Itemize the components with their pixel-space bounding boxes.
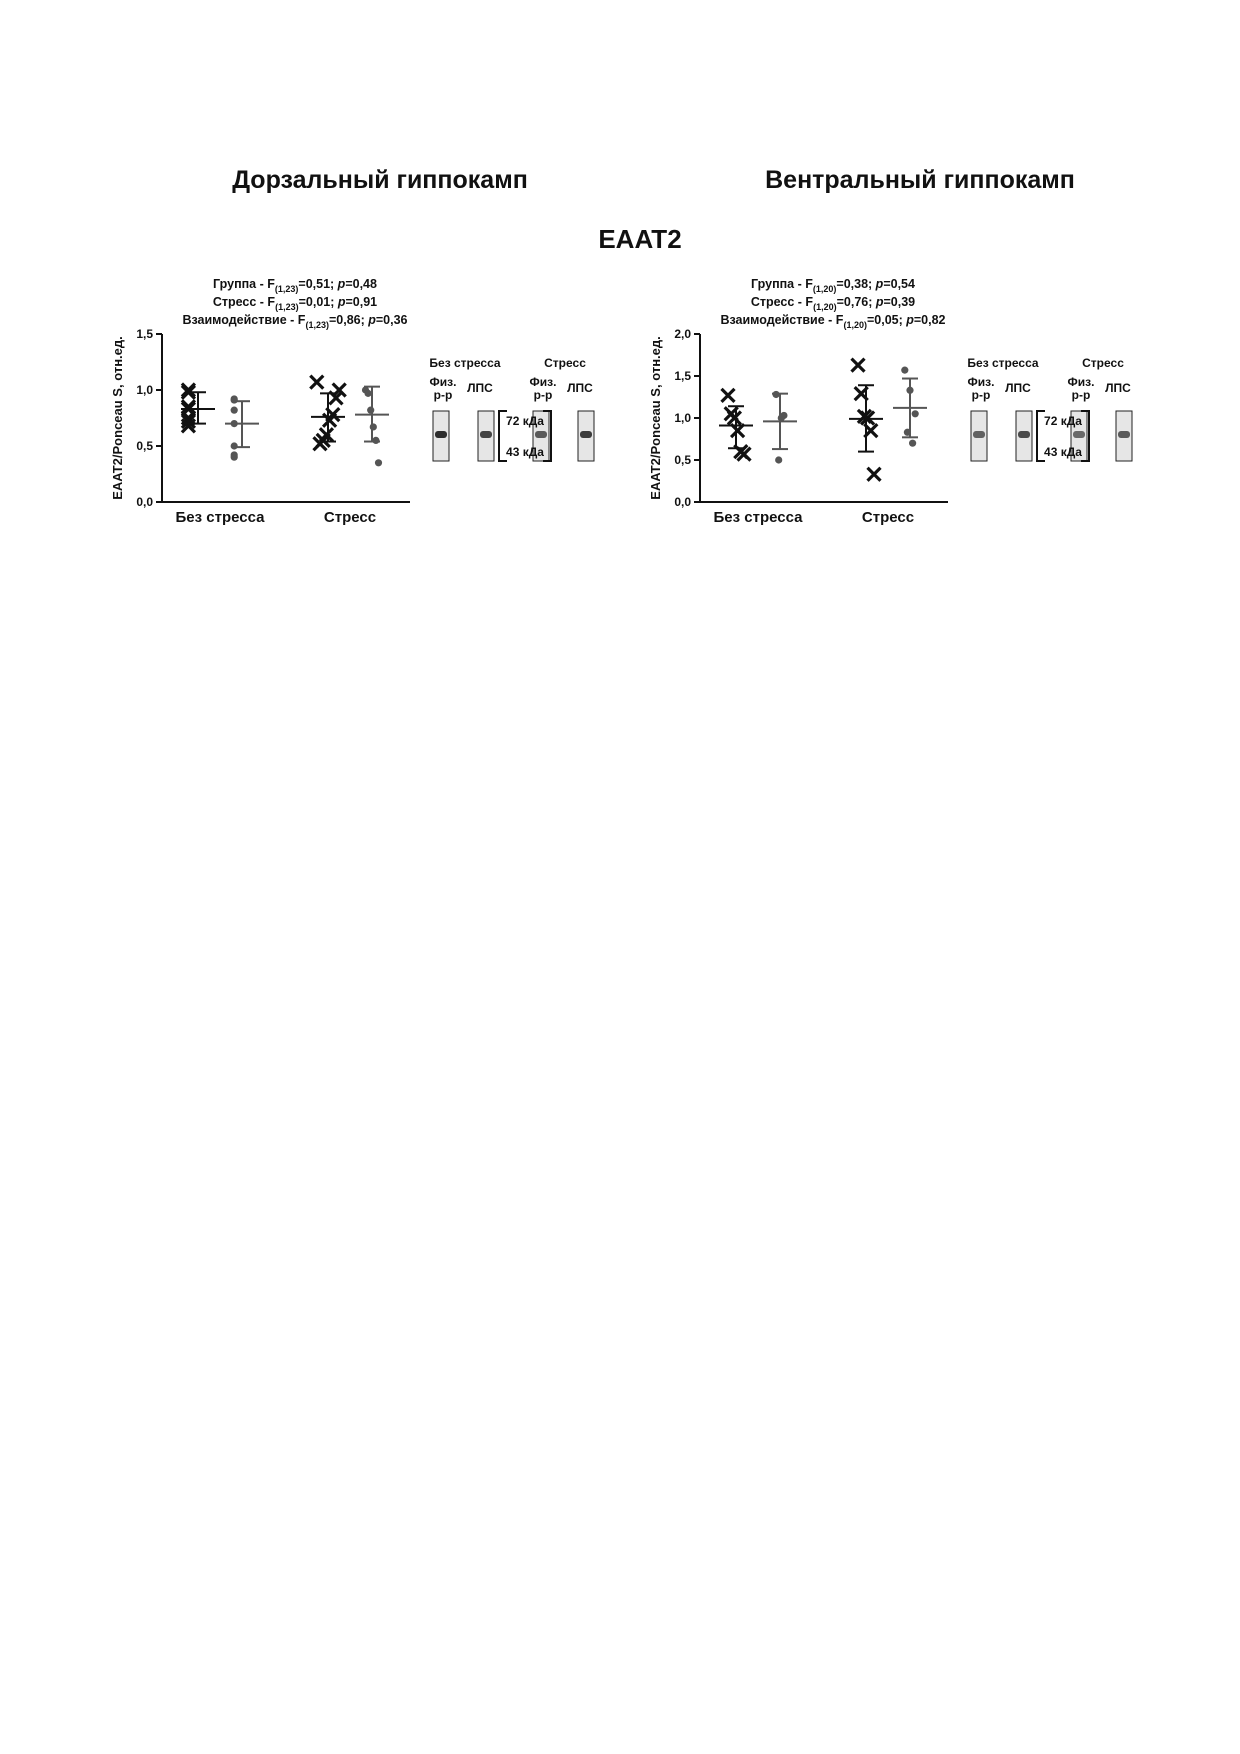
stats-p-symbol: p: [875, 295, 884, 309]
stats-value: =0,51;: [298, 277, 338, 291]
stats-p-symbol: p: [368, 313, 376, 327]
y-axis-label: EAAT2/Ponceau S, отн.ед.: [648, 336, 663, 500]
mw-marker-43: 43 кДа: [1044, 445, 1082, 459]
blot-lane-label: ЛПС: [567, 381, 593, 395]
stats-df: (1,23): [274, 284, 299, 294]
stats-p-symbol: p: [906, 313, 914, 327]
y-tick-label: 1,0: [136, 383, 153, 397]
panel-dorsal: [100, 270, 660, 550]
x-category-label: Без стресса: [713, 509, 803, 526]
y-axis-label: EAAT2/Ponceau S, отн.ед.: [110, 336, 125, 500]
stats-line: [213, 277, 377, 294]
data-point-lps: [775, 456, 782, 463]
blot-lane-label: ЛПС: [1005, 381, 1031, 395]
y-tick-label: 0,0: [674, 495, 691, 509]
blot-band: [1118, 431, 1130, 438]
blot-lane-label: ЛПС: [467, 381, 493, 395]
stats-prefix: Взаимодействие - F: [182, 313, 306, 327]
stats-prefix: Взаимодействие - F: [720, 313, 844, 327]
stats-line: [720, 313, 945, 330]
blot-lane-label: р-р: [1071, 388, 1091, 402]
y-tick-label: 0,5: [674, 453, 691, 467]
data-point-lps: [372, 437, 379, 444]
stats-df: (1,20): [812, 284, 837, 294]
y-tick-label: 1,0: [674, 411, 691, 425]
data-point-physio: [852, 359, 865, 372]
blot-band: [1018, 431, 1030, 438]
mw-marker-72: 72 кДа: [506, 414, 544, 428]
y-tick-label: 1,5: [674, 369, 691, 383]
stats-p-symbol: p: [337, 277, 346, 291]
stats-df: (1,20): [843, 320, 867, 330]
stats-p-symbol: p: [337, 295, 346, 309]
stats-prefix: Группа - F: [751, 277, 813, 291]
western-blot-inset: [429, 356, 594, 461]
title-protein: EAAT2: [598, 224, 682, 254]
chart-ventral: [638, 270, 1198, 550]
stats-p-value: =0,39: [883, 295, 916, 309]
stats-p-value: =0,54: [883, 277, 915, 291]
stats-df: (1,23): [275, 302, 299, 312]
x-category-label: Стресс: [323, 509, 377, 526]
stats-line: [213, 295, 377, 312]
data-point-physio: [728, 412, 741, 425]
data-point-physio: [868, 468, 881, 481]
stats-df: (1,23): [305, 320, 329, 330]
blot-lane-label: р-р: [433, 388, 453, 402]
mw-marker-43: 43 кДа: [506, 445, 544, 459]
panel-ventral: [638, 270, 1198, 550]
blot-lane-label: р-р: [533, 388, 553, 402]
y-tick-label: 0,0: [136, 495, 153, 509]
stats-p-value: =0,48: [345, 277, 377, 291]
western-blot-inset: [967, 356, 1132, 461]
blot-band: [435, 431, 447, 438]
blot-lane-label: Физ.: [967, 375, 995, 389]
stats-p-value: =0,82: [913, 313, 946, 327]
blot-lane-label: р-р: [971, 388, 991, 402]
blot-lane-label: Физ.: [1067, 375, 1095, 389]
blot-band: [973, 431, 985, 438]
stats-prefix: Стресс - F: [212, 295, 276, 309]
x-category-label: Стресс: [861, 509, 915, 526]
stats-prefix: Стресс - F: [750, 295, 814, 309]
data-point-lps: [375, 459, 382, 466]
blot-group-label: Стресс: [544, 356, 586, 370]
data-point-lps: [367, 407, 374, 414]
data-point-physio: [722, 389, 735, 402]
blot-lane-label: ЛПС: [1105, 381, 1131, 395]
stats-p-symbol: p: [875, 277, 884, 291]
data-point-lps: [912, 410, 919, 417]
stats-value: =0,01;: [298, 295, 338, 309]
data-point-lps: [231, 407, 238, 414]
stats-value: =0,38;: [836, 277, 876, 291]
stats-line: [751, 295, 915, 312]
stats-line: [182, 313, 407, 330]
data-point-lps: [909, 440, 916, 447]
blot-group-label: Стресс: [1082, 356, 1124, 370]
blot-group-label: Без стресса: [429, 356, 501, 370]
stats-value: =0,76;: [836, 295, 876, 309]
data-point-lps: [370, 423, 377, 430]
blot-band: [480, 431, 492, 438]
data-point-physio: [310, 376, 323, 389]
y-tick-label: 2,0: [674, 327, 691, 341]
blot-lane-label: Физ.: [529, 375, 557, 389]
blot-band: [580, 431, 592, 438]
x-category-label: Без стресса: [175, 509, 265, 526]
title-ventral-hippocampus: Вентральный гиппокамп: [765, 166, 1075, 194]
stats-p-value: =0,91: [345, 295, 378, 309]
stats-prefix: Группа - F: [213, 277, 275, 291]
blot-lane-label: Физ.: [429, 375, 457, 389]
blot-group-label: Без стресса: [967, 356, 1039, 370]
y-tick-label: 0,5: [136, 439, 153, 453]
blot-band: [1073, 431, 1085, 438]
title-dorsal-hippocampus: Дорзальный гиппокамп: [232, 166, 528, 194]
blot-band: [535, 431, 547, 438]
data-point-lps: [365, 390, 372, 397]
data-point-lps: [231, 442, 238, 449]
data-point-lps: [231, 396, 238, 403]
stats-value: =0,86;: [328, 313, 369, 327]
stats-p-value: =0,36: [375, 313, 408, 327]
stats-value: =0,05;: [866, 313, 907, 327]
stats-line: [751, 277, 915, 294]
data-point-lps: [901, 367, 908, 374]
data-point-lps: [231, 454, 238, 461]
stats-df: (1,20): [813, 302, 837, 312]
mw-marker-72: 72 кДа: [1044, 414, 1082, 428]
chart-dorsal: [100, 270, 660, 550]
y-tick-label: 1,5: [136, 327, 153, 341]
